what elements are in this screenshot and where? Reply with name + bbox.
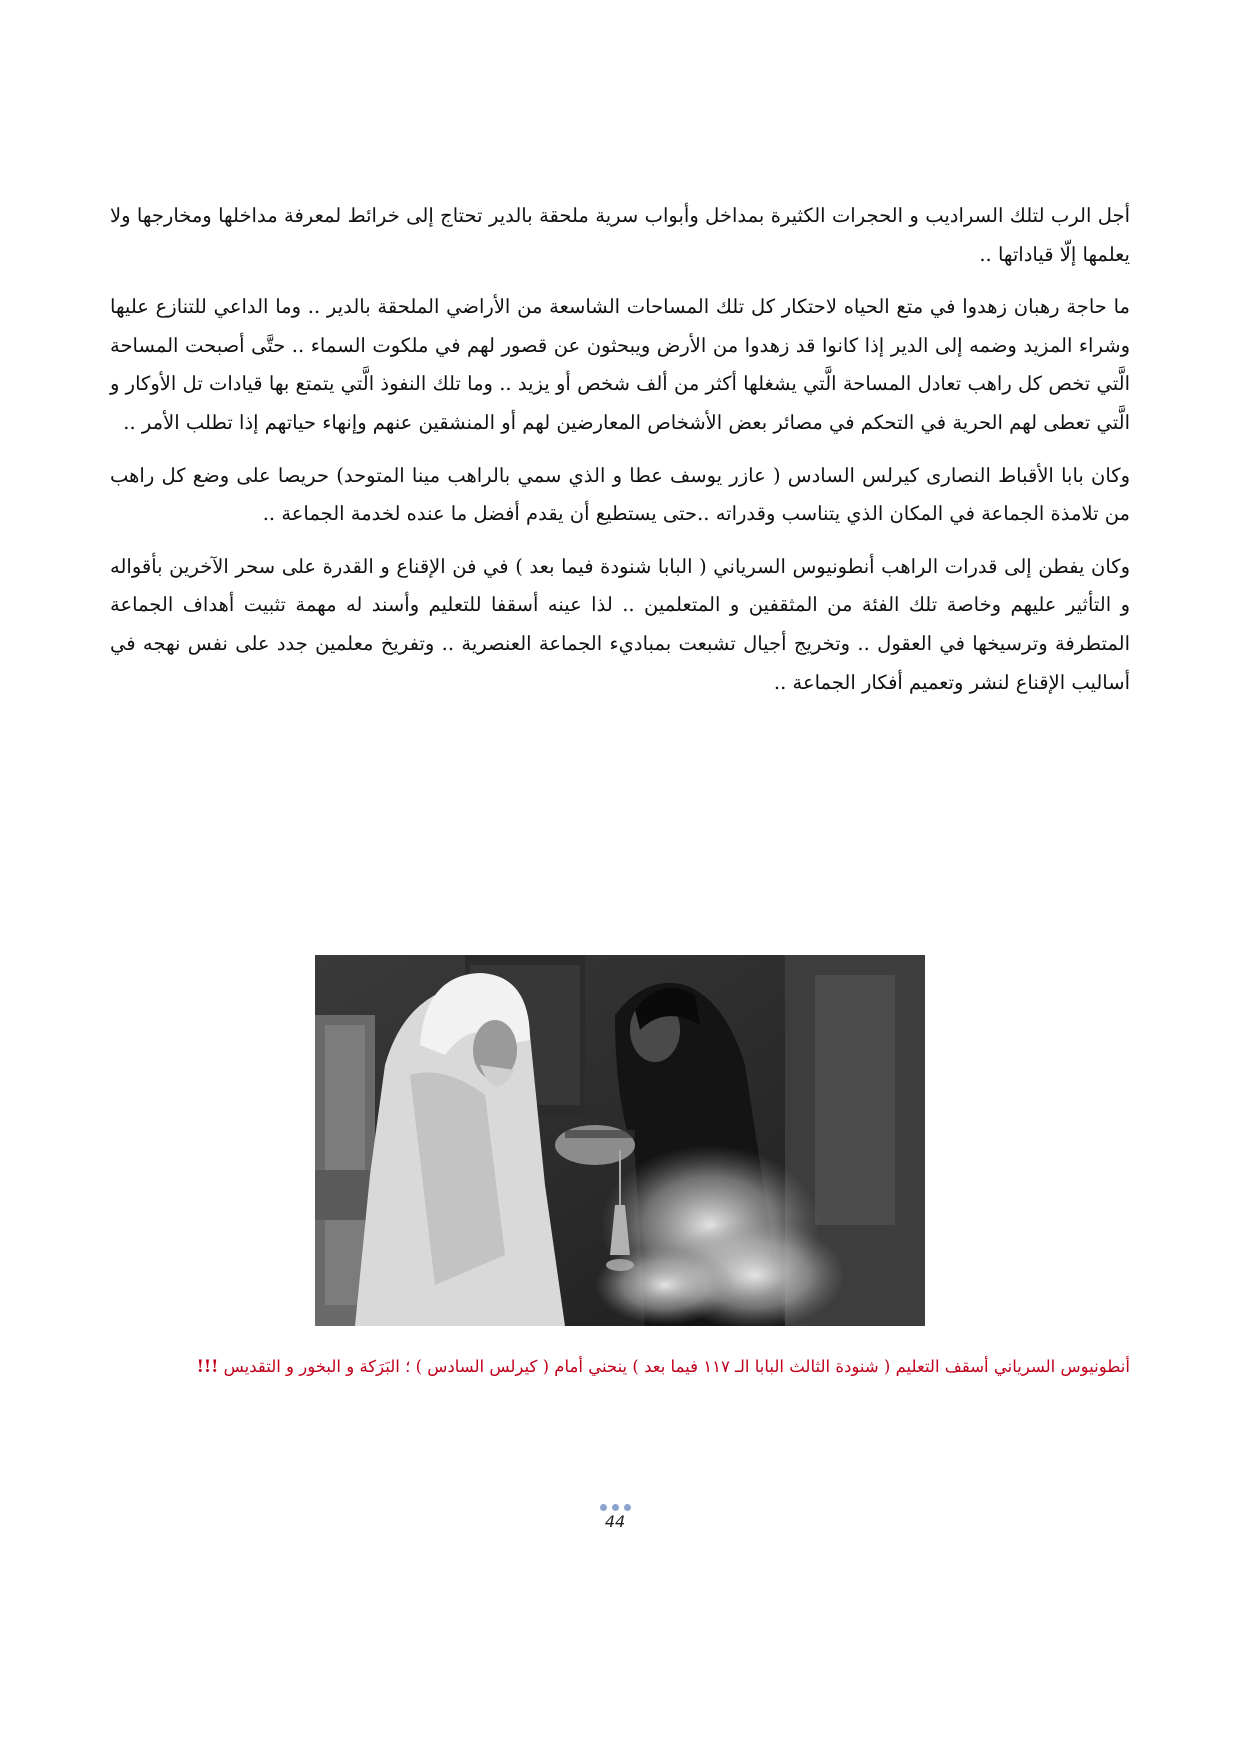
page-number: 44 [604, 1512, 626, 1531]
caption-text: أنطونيوس السرياني أسقف التعليم ( شنودة الثالث البابا الـ ١١٧ فيما بعد ) ينحني أمام ( كيرلس السادس ) ؛ البَرَكة و البخور و التقديس [223, 1357, 1130, 1376]
photo-illustration [315, 955, 925, 1326]
ornament-dots-icon [560, 1504, 670, 1512]
photo-caption [90, 1354, 1130, 1380]
page-footer [560, 1504, 670, 1531]
article-body [110, 197, 1130, 716]
paragraph-3: وكان بابا الأقباط النصارى كيرلس السادس ( عازر يوسف عطا و الذي سمي بالراهب مينا المتوحد) حريصا على وضع كل راهب من تلامذة الجماعة في المكان الذي يتناسب وقدراته ..حتى يستطيع أن يقدم أفضل ما عنده لخدمة الجماعة .. [110, 463, 1130, 526]
caption-emphasis: !!! [196, 1357, 219, 1376]
historical-photo [315, 955, 925, 1326]
paragraph-4: وكان يفطن إلى قدرات الراهب أنطونيوس السرياني ( البابا شنودة فيما بعد ) في فن الإقناع و القدرة على سحر الآخرين بأقواله و التأثير عليهم وخاصة تلك الفئة من المثقفين و المتعلمين .. لذا عينه أسقفا للتعليم وأسند له مهمة تثبيت أهداف الجماعة المتطرفة وترسيخها في العقول .. وتخريج أجيال تشبعت بمباديء الجماعة العنصرية .. وتفريخ معلمين جدد على نفس نهجه في أساليب الإقناع لنشر وتعميم أفكار الجماعة .. [110, 554, 1130, 694]
paragraph-2: ما حاجة رهبان زهدوا في متع الحياه لاحتكار كل تلك المساحات الشاسعة من الأراضي الملحقة بالدير .. وما الداعي للتنازع عليها وشراء المزيد وضمه إلى الدير إذا كانوا قد زهدوا من الأرض ويبحثون عن قصور لهم في ملكوت السماء .. حتَّى أصبحت المساحة الَّتي تخص كل راهب تعادل المساحة الَّتي يشغلها أكثر من ألف شخص أو يزيد .. وما تلك النفوذ الَّتي يتمتع بها قيادات تل الأوكار و الَّتي تعطى لهم الحرية في التحكم في مصائر بعض الأشخاص المعارضين لهم أو المنشقين عنهم وإنهاء حياتهم إذا تطلب الأمر .. [110, 295, 1130, 434]
paragraph-1: أجل الرب لتلك السراديب و الحجرات الكثيرة بمداخل وأبواب سرية ملحقة بالدير تحتاج إلى خرائط لمعرفة مداخلها ومخارجها ولا يعلمها إلّا قياداتها .. [110, 204, 1130, 266]
